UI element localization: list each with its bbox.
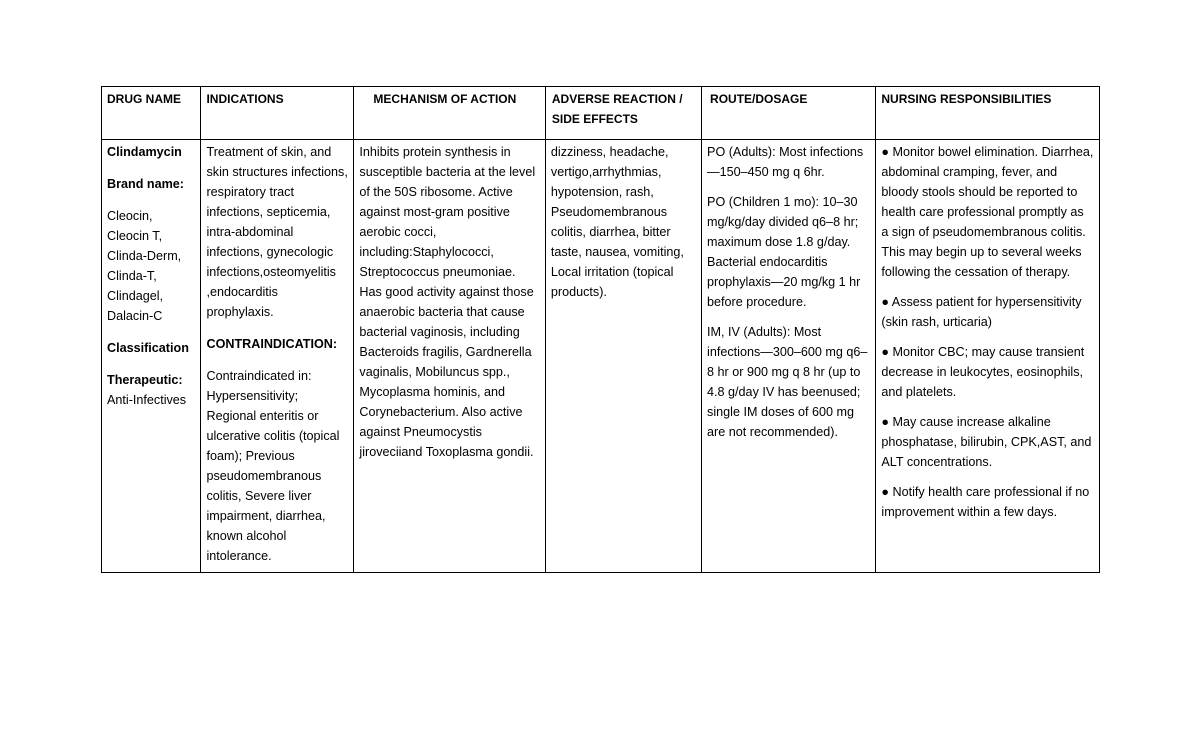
header-nursing: NURSING RESPONSIBILITIES [876,87,1100,140]
drug-name-cell [102,140,201,573]
route-adults-po: PO (Adults): Most infections—150–450 mg q 6hr. [707,145,864,179]
route-cell [702,140,876,573]
mechanism-cell [354,140,545,573]
header-drug-name: DRUG NAME [102,87,201,140]
indications-text: Treatment of skin, and skin structures infections, respiratory tract infections, septicemia, intra-abdominal infections, gynecologic infections,osteomyelitis ,endocarditis prophylaxis. [206,145,348,319]
header-indications: INDICATIONS [201,87,354,140]
contraindication-label: CONTRAINDICATION: [206,337,338,351]
nursing-item: ● Notify health care professional if no improvement within a few days. [881,485,1090,519]
brand-name-label: Brand name: [107,177,184,191]
contraindication-text: Contraindicated in: Hypersensitivity; Regional enteritis or ulcerative colitis (topical foam); Previous pseudomembranous colitis, Severe liver impairment, diarrhea, known alcohol intolerance. [206,369,340,563]
brand-names: Cleocin, Cleocin T, Clinda-Derm, Clinda-T, Clindagel, Dalacin-C [107,209,182,323]
header-adverse: ADVERSE REACTION / SIDE EFFECTS [545,87,701,140]
drug-study-table [101,86,1100,573]
nursing-item: ● May cause increase alkaline phosphatase, bilirubin, CPK,AST, and ALT concentrations. [881,415,1092,469]
nursing-cell [876,140,1100,573]
nursing-item: ● Monitor bowel elimination. Diarrhea, abdominal cramping, fever, and bloody stools should be reported to health care professional promptly as a sign of pseudomembranous colitis. This may begin up to several weeks following the cessation of therapy. [881,145,1094,279]
header-mechanism: MECHANISM OF ACTION [354,87,545,140]
header-row [102,87,1100,140]
table-row [102,140,1100,573]
therapeutic-label: Therapeutic: [107,373,183,387]
mechanism-text: Inhibits protein synthesis in susceptible bacteria at the level of the 50S ribosome. Active against most-gram positive aerobic cocci, including:Staphylococci, Streptococcus pneumoniae. Has good activity against those anaerobic bacteria that cause bacterial vaginosis, including Bacteroids fragilis, Gardnerella vaginalis, Mobiluncus spp., Mycoplasma hominis, and Corynebacterium. Also active against Pneumocystis jiroveciiand Toxoplasma gondii. [359,145,536,459]
nursing-item: ● Monitor CBC; may cause transient decrease in leukocytes, eosinophils, and platelets. [881,345,1085,399]
nursing-item: ● Assess patient for hypersensitivity (skin rash, urticaria) [881,295,1082,329]
route-adults-im-iv: IM, IV (Adults): Most infections—300–600 mg q6–8 hr or 900 mg q 8 hr (up to 4.8 g/day IV has beenused; single IM doses of 600 mg are not recommended). [707,325,868,439]
route-children-po: PO (Children 1 mo): 10–30 mg/kg/day divided q6–8 hr; maximum dose 1.8 g/day. Bacterial endocarditis prophylaxis—20 mg/kg 1 hr before procedure. [707,195,861,309]
indications-cell [201,140,354,573]
therapeutic-value: Anti-Infectives [107,393,187,407]
header-route: ROUTE/DOSAGE [702,87,876,140]
classification-label: Classification [107,341,189,355]
drug-name: Clindamycin [107,145,182,159]
adverse-cell [545,140,701,573]
adverse-text: dizziness, headache, vertigo,arrhythmias, hypotension, rash, Pseudomembranous colitis, diarrhea, bitter taste, nausea, vomiting, Local irritation (topical products). [550,145,684,299]
